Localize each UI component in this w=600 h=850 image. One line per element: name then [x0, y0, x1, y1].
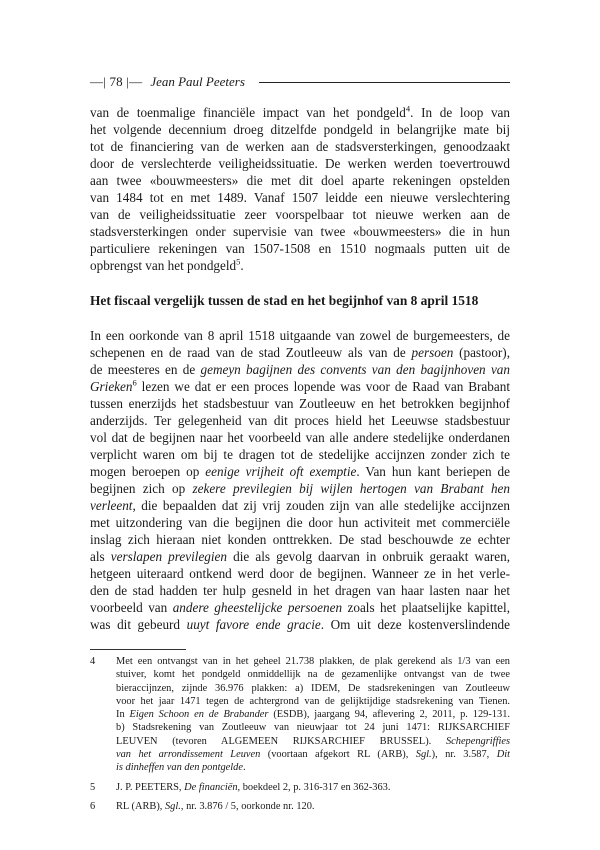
- text-line: opbrengst van het pondgeld$^5$.: [90, 257, 244, 273]
- text-line: particuliere rekeningen van 1507-1508 en 1510 nogmaals putten uit de: [90, 241, 510, 256]
- author-name: Jean Paul Peeters: [150, 74, 245, 89]
- text-line: de meesteres en de gemeyn bagijnen des convents van den bagijnhoven van: [90, 362, 510, 377]
- text-line: anderzijds. Ter gelegenheid van dit proces hield het Leeuwse stadsbestuur: [90, 413, 510, 428]
- main-text: [90, 104, 510, 633]
- text-line: was dit gebeurd uuyt favore ende gracie. Om uit deze kostenverslindende: [90, 617, 510, 632]
- text-line: schepenen en de raad van de stad Zoutleeuw als van de persoen (pastoor),: [90, 345, 510, 360]
- footnote-number: 6: [90, 800, 96, 812]
- text-line: voorbeeld van andere gheestelijcke persoenen zoals het plaatselijke kapittel,: [90, 600, 510, 615]
- footnote-number: 5: [90, 781, 96, 793]
- text-line: begijnen zich op zekere previlegien bij wijlen hertogen van Brabant hen: [90, 481, 510, 496]
- text-line: verplicht waren om bij te dragen tot de stedelijke accijnzen zonder zich te: [90, 447, 510, 462]
- header-rule: [259, 82, 510, 83]
- text-line: van 1484 tot en met 1489. Vanaf 1507 leidde een nieuwe verslechtering: [90, 190, 510, 205]
- text-line: het volgende decennium droeg ditzelfde pondgeld in belangrijke mate bij: [90, 122, 510, 137]
- text-line: door de verslechterde veiligheidssituatie. De werken werden toevertrouwd: [90, 156, 510, 171]
- text-line: Grieken$^6$ lezen we dat er een proces lopende was voor de Raad van Brabant: [90, 378, 510, 394]
- text-line: hetgeen uiteraard ontkend werd door de begijnen. Wanneer ze in het verle-: [90, 566, 510, 581]
- text-line: tot de financiering van de werken aan de stadsversterkingen, genoodzaakt: [90, 139, 510, 154]
- footnote-5: 5 J. P. PEETERS, De financiën, boekdeel 2, p. 316-317 en 362-363.: [90, 781, 391, 793]
- footnote-6: 6 RL (ARB), Sgl., nr. 3.876 / 5, oorkonde nr. 120.: [90, 800, 315, 812]
- text-line: mogen beroepen op eenige vrijheit oft exemptie. Van hun kant beriepen de: [90, 464, 510, 479]
- page-number: —| 78 |—: [90, 74, 143, 89]
- text-line: van de toenmalige financiële impact van het pondgeld$^4$. In de loop van: [90, 104, 510, 120]
- footnote-ref-4[interactable]: 4: [405, 104, 411, 114]
- text-line: vol dat de begijnen naar het voorbeeld van alle andere stedelijke onderdanen: [90, 430, 510, 445]
- text-line: als verslapen previlegien die als gevolg daarvan in onbruik geraakt waren,: [90, 549, 510, 564]
- text-line: inslag zich hieraan niet konden onttrekken. De stad beschouwde ze echter: [90, 532, 510, 547]
- footnote-ref-5[interactable]: 5: [236, 257, 241, 267]
- paragraph-2: [90, 327, 510, 633]
- text-line: van de veiligheidssituatie zeer voorspelbaar tot nieuwe werken aan de: [90, 207, 510, 222]
- text-line: In een oorkonde van 8 april 1518 uitgaande van zowel de burgemeesters, de: [90, 328, 510, 343]
- text-line: verleent, die bepaalden dat zij vrij zouden zijn van alle stedelijke accijnzen: [90, 498, 510, 513]
- footnote-rule: [90, 649, 186, 650]
- section-heading: Het fiscaal vergelijk tussen de stad en het begijnhof van 8 april 1518: [90, 293, 479, 308]
- text-line: den de stad hadden ter hulp gesneld in het dragen van haar lasten naar het: [90, 583, 510, 598]
- footnotes: [90, 655, 510, 819]
- text-line: aan twee «bouwmeesters» die met dit doel aparte rekeningen opstelden: [90, 173, 510, 188]
- paragraph-1: [90, 104, 510, 274]
- text-line: met uitzondering van die begijnen die door hun activiteit met commerciële: [90, 515, 510, 530]
- footnote-ref-6[interactable]: 6: [132, 378, 137, 388]
- running-header: [90, 72, 510, 92]
- footnote-4: 4 Met een ontvangst van in het geheel 21.738 plakken, de plak gerekend als 1/3 van een stuiver, komt het pondgeld onmiddellijk na de gezamenlijke ontvangst van de twee bieraccijnzen, zijnde 36.976 plakken: a) IDEM, De stadsrekeningen van Zoutleeuw voor het jaar 1471 tegen de achtergrond van de gelijktijdige stadsrekening van Tienen. In Eigen Schoon en de Brabander (ESDB), jaargang 94, aflevering 2, 2011, p. 129-131. b) Stadsrekening van Zoutleeuw van nieuwjaar tot 24 juni 1471: RIJKSARCHIEF LEUVEN (tevoren ALGEMEEN RIJKSARCHIEF BRUSSEL). Schepengriffies van het arrondissement Leuven (voortaan afgekort RL (ARB), Sgl.), nr. 3.587, Dit is dinheffen van den pontgelde.: [90, 656, 510, 774]
- text-line: stadsversterkingen onder supervisie van twee «bouwmeesters» die in hun: [90, 224, 510, 239]
- text-line: tussen enerzijds het stadsbestuur van Zoutleeuw en het betrokken begijnhof: [90, 396, 510, 411]
- footnote-number: 4: [90, 656, 96, 667]
